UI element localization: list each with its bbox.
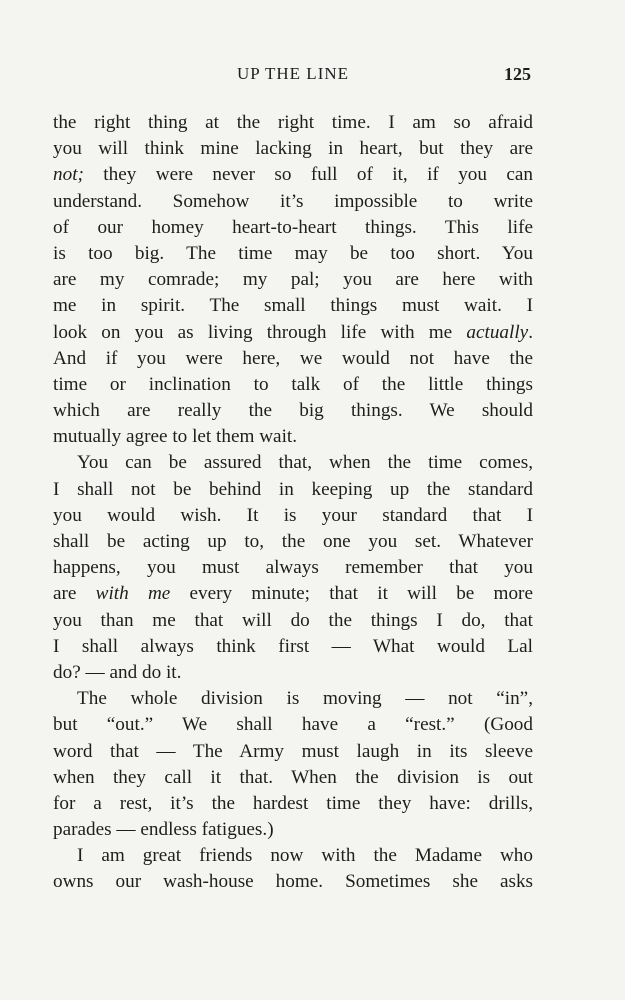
text-line: which are really the big things. We should <box>53 400 533 422</box>
paragraph <box>53 110 533 450</box>
text-line: I am great friends now with the Madame who <box>77 845 533 867</box>
text-line: shall be acting up to, the one you set. Whatever <box>53 531 533 552</box>
text-line: word that — The Army must laugh in its sleeve <box>53 740 533 762</box>
italic-phrase: with me <box>95 583 171 605</box>
text-line: when they call it that. When the division is out <box>53 766 533 788</box>
text-line: the right thing at the right time. I am so afraid <box>53 112 533 133</box>
italic-word: actually <box>466 321 529 343</box>
text-line: look on you as living through life with me actually. <box>53 321 533 343</box>
text-line: And if you were here, we would not have the <box>53 347 533 369</box>
body-text <box>53 110 533 896</box>
text-line: owns our wash-house home. Sometimes she asks <box>53 871 533 893</box>
text-line: of our homey heart-to-heart things. This life <box>53 216 533 238</box>
running-head <box>53 64 533 88</box>
text-line: are my comrade; my pal; you are here with <box>53 269 533 291</box>
text-line: you will think mine lacking in heart, but they are <box>53 138 533 160</box>
text-line: happens, you must always remember that you <box>53 557 533 579</box>
text-line: I shall always think first — What would Lal <box>53 635 533 657</box>
chapter-title: UP THE LINE <box>236 64 350 83</box>
text-line: for a rest, it’s the hardest time they have: drills, <box>53 792 533 814</box>
page-number: 125 <box>504 64 531 84</box>
text-line: but “out.” We shall have a “rest.” (Good <box>53 714 533 736</box>
text-line: The whole division is moving — not “in”, <box>77 688 533 710</box>
text-line: you than me that will do the things I do, that <box>53 609 533 631</box>
text-line: you would wish. It is your standard that I <box>53 504 533 526</box>
paragraph <box>53 450 533 686</box>
paragraph <box>53 686 533 843</box>
text-line: is too big. The time may be too short. You <box>53 242 533 264</box>
text-line: me in spirit. The small things must wait. I <box>53 295 533 317</box>
text-line: mutually agree to let them wait. <box>53 426 298 448</box>
text-line: understand. Somehow it’s impossible to write <box>53 190 533 212</box>
text-line: time or inclination to talk of the little things <box>53 373 533 395</box>
text-line: parades — endless fatigues.) <box>53 819 274 841</box>
italic-word: not; <box>53 164 84 186</box>
text-line: do? — and do it. <box>53 661 182 683</box>
text-line: You can be assured that, when the time comes, <box>77 452 533 474</box>
text-line: are with me every minute; that it will be more <box>53 583 533 605</box>
text-line: not; they were never so full of it, if you can <box>53 164 533 186</box>
paragraph <box>53 843 533 895</box>
text-line: I shall not be behind in keeping up the standard <box>53 478 533 500</box>
